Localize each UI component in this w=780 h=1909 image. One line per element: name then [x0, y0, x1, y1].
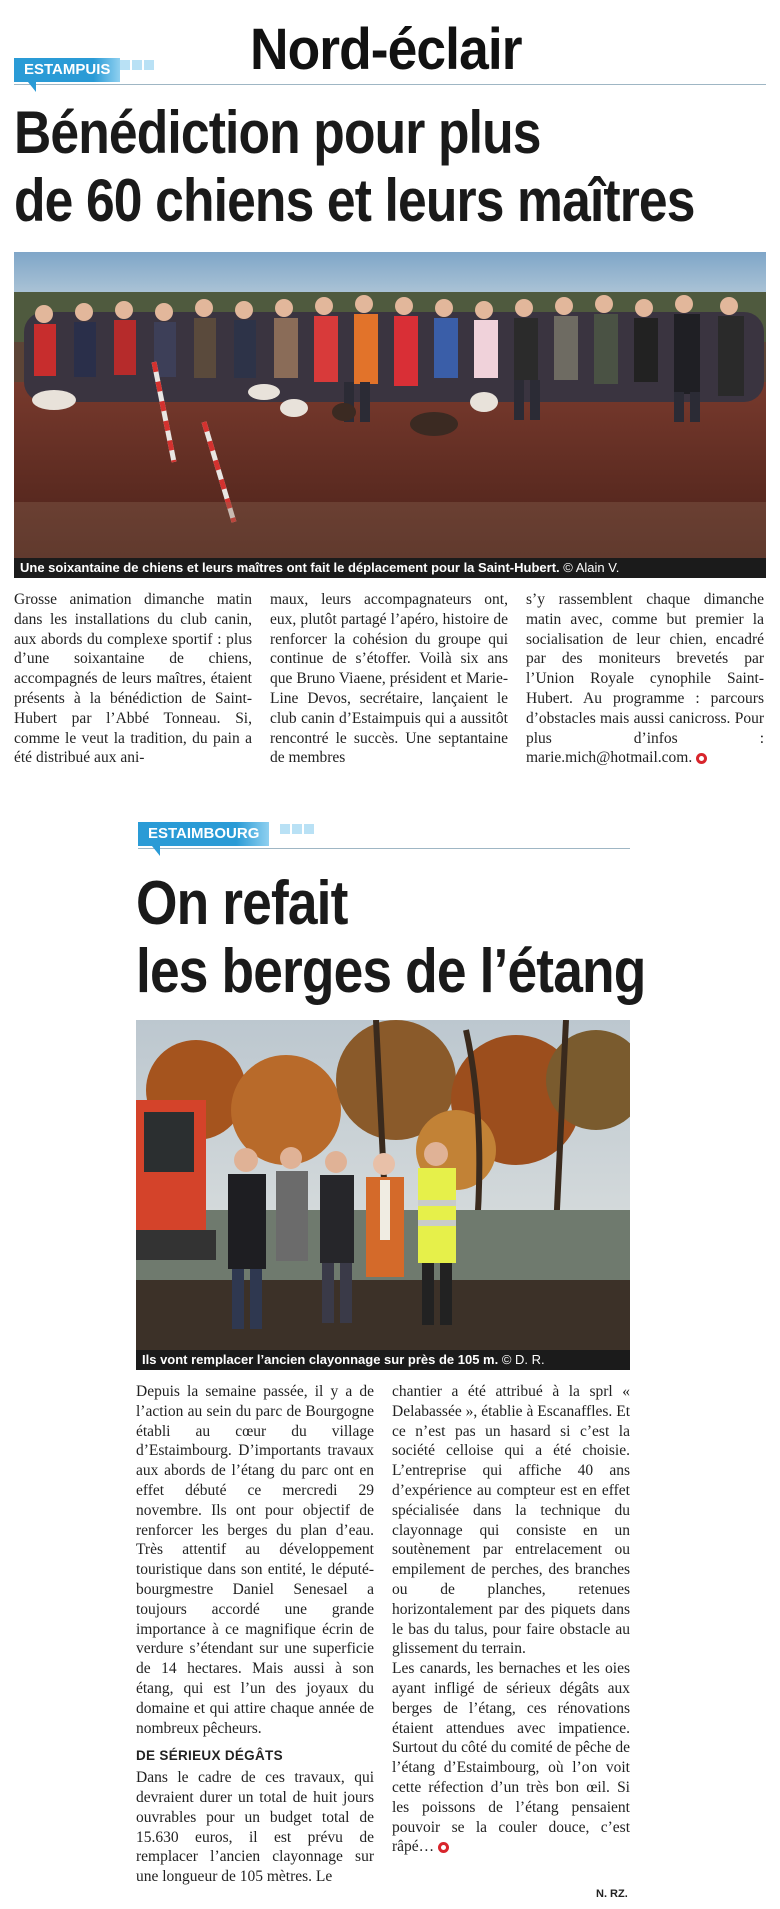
- tag-tail-2: [152, 846, 160, 856]
- article-2-subhead: DE SÉRIEUX DÉGÂTS: [136, 1748, 283, 1764]
- article-1-column-3: [526, 590, 764, 768]
- caption-credit: © Alain V.: [563, 560, 620, 575]
- headline-1-line-2: de 60 chiens et leurs maîtres: [14, 167, 695, 234]
- tag-tail: [28, 82, 36, 92]
- section-tag-estaimbourg: [138, 822, 269, 856]
- tag-squares: [120, 60, 154, 70]
- masthead: Nord-éclair: [250, 17, 522, 82]
- article-2-col-2-p1: chantier a été attribué à la sprl « Delabassée », établie à Escanaffles. Et ce n’est pas un hasard si c’est la société celloise qui a été choisie. L’entreprise qui affiche 40 ans d’expérience au compteur est en effet spécialisée dans la technique du clayonnage qui consiste en un soutènement par entrelacement ou empilement de perches, des branches ou de planches, retenues horizontalement par des piquets dans le bas du talus, pour faire obstacle au glissement du terrain.: [392, 1383, 630, 1658]
- section-tag-estampuis: [14, 58, 120, 92]
- tag-squares-2: [280, 824, 314, 834]
- article-1-col-2-text: maux, leurs accompagnateurs ont, eux, plutôt partagé l’apéro, histoire de renforcer la cohésion du groupe qui continue de s’étoffer. Voilà six ans que Bruno Viaene, président et Marie-Line Devos, secrétaire, lançaient le club canin d’Estaimpuis qui a aussitôt rencontré le succès. Une septantaine de membres: [270, 591, 508, 767]
- article-2-col-1-p2: Dans le cadre de ces travaux, qui devraient durer un total de huit jours ouvrables pour un budget total de 15.630 euros, il est prévu de remplacer l’ancien clayonnage sur une longueur de 105 mètres. Le: [136, 1769, 374, 1886]
- headline-2-line-1: On refait: [136, 869, 348, 938]
- article-1-column-1: [14, 590, 252, 768]
- article-2-column-1: [136, 1382, 374, 1887]
- photo-dogs-and-owners: [14, 252, 766, 558]
- article-1-col-1-text: Grosse animation dimanche matin dans les installations du club canin, aux abords du complexe sportif : plus d’une soixantaine de chiens, accompagnés de leurs maîtres, étaient présents à la bénédiction de Saint-Hubert par l’Abbé Tonneau. Si, comme le veut la tradition, du pain a été distribué aux ani-: [14, 591, 252, 767]
- article-2-col-1-p1: Depuis la semaine passée, il y a de l’action au sein du parc de Bourgogne établi au cœur du village d’Estaimbourg. D’importants travaux aux abords de l’étang du parc ont en effet débuté ce mercredi 29 novembre. Ils ont pour objectif de renforcer les berges du plan d’eau. Très attentif au développement touristique dans son entité, le député-bourgmestre Daniel Senesael a toujours accordé une grande importance à ce magnifique écrin de verdure s’étendant sur une superficie de 14 hectares. Mais aussi à son étang, qui est l’un des joyaux du domaine et qui attire chaque année de nombreux pêcheurs.: [136, 1383, 374, 1737]
- caption-text-2: Ils vont remplacer l’ancien clayonnage sur près de 105 m.: [142, 1352, 499, 1367]
- photo-caption-1: [14, 558, 766, 578]
- article-1-column-2: [270, 590, 508, 768]
- end-of-article-icon: [696, 753, 707, 764]
- section-tag-label: ESTAMPUIS: [14, 58, 120, 82]
- photo-caption-2: [136, 1350, 630, 1370]
- end-of-article-icon-2: [438, 1842, 449, 1853]
- photo-pond-workers: [136, 1020, 630, 1350]
- article-1-col-3-text: s’y rassemblent chaque dimanche matin avec, comme but premier la socialisation de leur chien, encadré par des moniteurs brevetés par l’Union Royale cynophile Saint-Hubert. Au programme : parcours d’obstacles mais aussi canicross. Pour plus d’infos : marie.mich@hotmail.com.: [526, 591, 764, 767]
- author-signature: N. RZ.: [596, 1888, 628, 1900]
- article-2-column-2: [392, 1382, 630, 1857]
- caption-credit-2: © D. R.: [501, 1352, 545, 1367]
- caption-text: Une soixantaine de chiens et leurs maîtres ont fait le déplacement pour la Saint-Hubert.: [20, 560, 560, 575]
- section-tag-label-2: ESTAIMBOURG: [138, 822, 269, 846]
- article-2-col-2-p2: Les canards, les bernaches et les oies ayant infligé de sérieux dégâts aux berges de l’étang, ces rénovations étaient attendues avec impatience. Surtout du côté du comité de pêche de l’étang d’Estaimbourg, où l’on voit cette réfection d’un très bon œil. Si les poissons de l’étang pensaient pouvoir se la couler douce, c’est râpé…: [392, 1660, 630, 1856]
- section-rule: [14, 84, 766, 85]
- headline-1-line-1: Bénédiction pour plus: [14, 99, 541, 166]
- headline-2-line-2: les berges de l’étang: [136, 937, 646, 1006]
